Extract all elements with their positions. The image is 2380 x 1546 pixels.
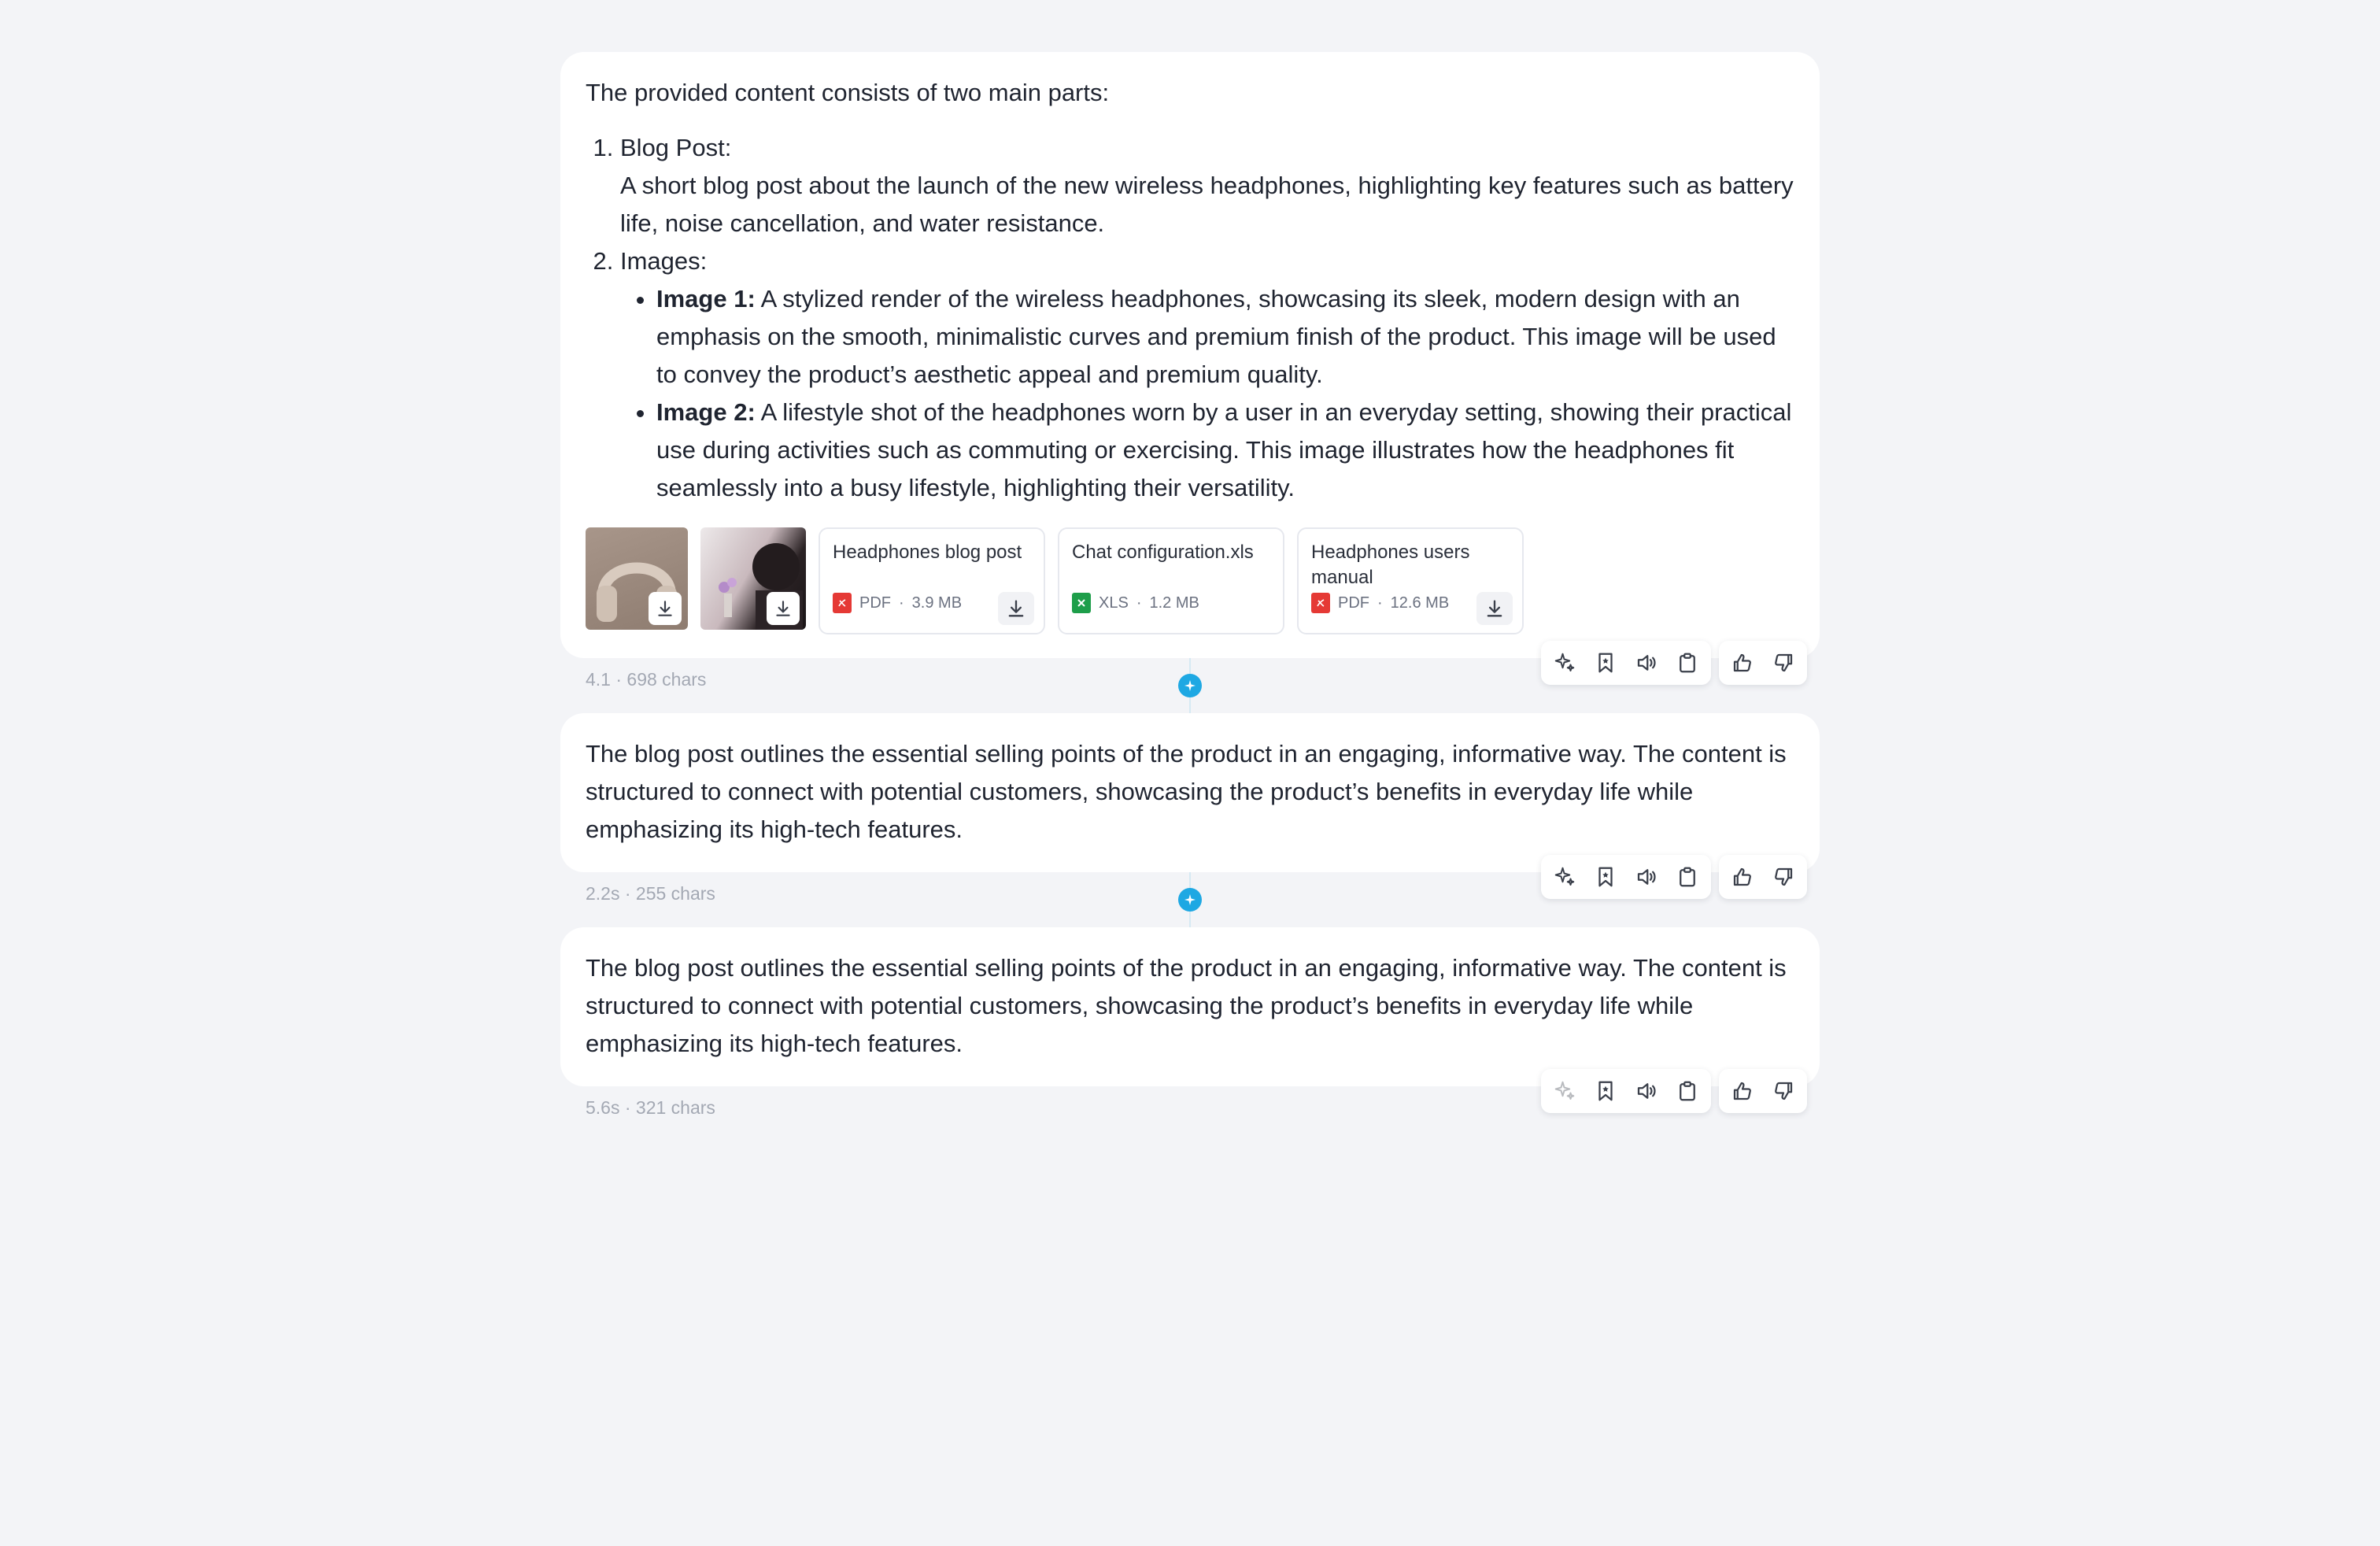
attachments-row (586, 527, 1794, 634)
thumbs-up-button[interactable] (1722, 1071, 1763, 1111)
bullet-label: Image 2: (656, 398, 756, 426)
file-type: PDF (1338, 594, 1369, 612)
message-meta-row (560, 1086, 1820, 1141)
copy-button[interactable] (1667, 642, 1708, 683)
pdf-icon (833, 593, 852, 613)
file-meta (833, 584, 962, 622)
thumbs-up-button[interactable] (1722, 856, 1763, 897)
speaker-button[interactable] (1626, 856, 1667, 897)
message-text: The blog post outlines the essential selling points of the product in an engaging, informative way. The content is structured to connect with potential customers, showcasing the product’s benefits in everyday life while emphasizing its high-tech features. (586, 740, 1787, 843)
connector-icon[interactable] (1178, 888, 1202, 912)
separator-dot: · (1136, 594, 1142, 612)
feedback-group (1719, 641, 1807, 685)
clipboard-icon (1676, 1079, 1699, 1103)
message-actions (1541, 1069, 1807, 1113)
file-attachment[interactable] (1297, 527, 1524, 634)
thumbs-up-icon (1731, 651, 1754, 675)
feedback-group (1719, 1069, 1807, 1113)
sparkle-button[interactable] (1544, 1071, 1585, 1111)
action-group (1541, 855, 1711, 899)
download-button[interactable] (649, 592, 682, 625)
message-actions (1541, 855, 1807, 899)
sparkle-icon (1553, 651, 1576, 675)
sparkle-button[interactable] (1544, 856, 1585, 897)
list-item-body: A short blog post about the launch of the new wireless headphones, highlighting key features such as battery life, noise cancellation, and water resistance. (620, 172, 1794, 237)
sparkle-icon (1553, 1079, 1576, 1103)
download-button[interactable] (1476, 592, 1513, 625)
list-item (620, 129, 1794, 242)
list-item (656, 394, 1794, 507)
file-size: 12.6 MB (1390, 594, 1450, 612)
list-item (620, 242, 1794, 507)
message-meta: 5.6s · 321 chars (586, 1097, 715, 1118)
message-meta-row (560, 658, 1820, 713)
bullet-label: Image 1: (656, 285, 756, 313)
content-list (586, 129, 1794, 507)
thumbs-up-icon (1731, 1079, 1754, 1103)
image-list (620, 280, 1794, 507)
list-item-title: 2. Images: (620, 247, 708, 275)
bookmark-icon (1594, 1079, 1617, 1103)
bullet-text: A stylized render of the wireless headphones, showcasing its sleek, modern design with an emphasis on the smooth, minimalistic curves and premium finish of the product. This image will be used to convey the product’s aesthetic appeal and premium quality. (656, 285, 1776, 388)
speaker-button[interactable] (1626, 642, 1667, 683)
file-type: PDF (859, 594, 891, 612)
download-icon (1005, 597, 1027, 620)
message-meta: 2.2s · 255 chars (586, 883, 715, 904)
file-attachment[interactable] (819, 527, 1045, 634)
bookmark-button[interactable] (1585, 1071, 1626, 1111)
sparkle-icon (1553, 865, 1576, 889)
action-group (1541, 1069, 1711, 1113)
xls-icon (1072, 593, 1091, 613)
bookmark-icon (1594, 865, 1617, 889)
copy-button[interactable] (1667, 1071, 1708, 1111)
clipboard-icon (1676, 651, 1699, 675)
message-text: The blog post outlines the essential selling points of the product in an engaging, informative way. The content is structured to connect with potential customers, showcasing the product’s benefits in everyday life while emphasizing its high-tech features. (586, 954, 1787, 1057)
message-intro: The provided content consists of two main parts: (586, 79, 1110, 106)
speaker-icon (1635, 651, 1658, 675)
separator-dot: · (899, 594, 904, 612)
file-type: XLS (1099, 594, 1129, 612)
assistant-message (560, 927, 1820, 1086)
copy-button[interactable] (1667, 856, 1708, 897)
bookmark-button[interactable] (1585, 642, 1626, 683)
message-meta-row (560, 872, 1820, 927)
thumbs-up-button[interactable] (1722, 642, 1763, 683)
file-attachment[interactable] (1058, 527, 1284, 634)
download-button[interactable] (767, 592, 800, 625)
file-size: 1.2 MB (1149, 594, 1199, 612)
list-item-title: 1. Blog Post: (620, 134, 732, 161)
chat-thread (560, 52, 1820, 1141)
speaker-icon (1635, 1079, 1658, 1103)
message-actions (1541, 641, 1807, 685)
speaker-button[interactable] (1626, 1071, 1667, 1111)
download-icon (1484, 597, 1506, 620)
clipboard-icon (1676, 865, 1699, 889)
file-meta (1311, 584, 1449, 622)
file-name: Headphones blog post (833, 542, 1022, 563)
thumbs-down-icon (1772, 1079, 1795, 1103)
thumbs-down-button[interactable] (1763, 856, 1804, 897)
file-name: Chat configuration.xls (1072, 542, 1254, 563)
image-thumbnail[interactable] (700, 527, 806, 630)
download-button[interactable] (998, 592, 1034, 625)
thumbs-down-button[interactable] (1763, 1071, 1804, 1111)
separator-dot: · (1377, 594, 1383, 612)
pdf-icon (1311, 593, 1330, 613)
speaker-icon (1635, 865, 1658, 889)
thumbs-down-button[interactable] (1763, 642, 1804, 683)
file-name: Headphones users manual (1311, 542, 1470, 588)
thumbs-up-icon (1731, 865, 1754, 889)
bookmark-icon (1594, 651, 1617, 675)
image-thumbnail[interactable] (586, 527, 688, 630)
message-meta: 4.1 · 698 chars (586, 669, 707, 690)
assistant-message (560, 52, 1820, 658)
assistant-message (560, 713, 1820, 872)
file-meta (1072, 584, 1199, 622)
download-icon (773, 598, 793, 619)
bullet-text: A lifestyle shot of the headphones worn by a user in an everyday setting, showing their practical use during activities such as commuting or exercising. This image illustrates how the headphones fit seamlessly into a busy lifestyle, highlighting their versatility. (656, 398, 1792, 501)
list-item (656, 280, 1794, 394)
file-size: 3.9 MB (911, 594, 963, 612)
download-icon (655, 598, 675, 619)
thumbs-down-icon (1772, 651, 1795, 675)
feedback-group (1719, 855, 1807, 899)
thumbs-down-icon (1772, 865, 1795, 889)
action-group (1541, 641, 1711, 685)
connector-icon[interactable] (1178, 674, 1202, 697)
sparkle-button[interactable] (1544, 642, 1585, 683)
bookmark-button[interactable] (1585, 856, 1626, 897)
